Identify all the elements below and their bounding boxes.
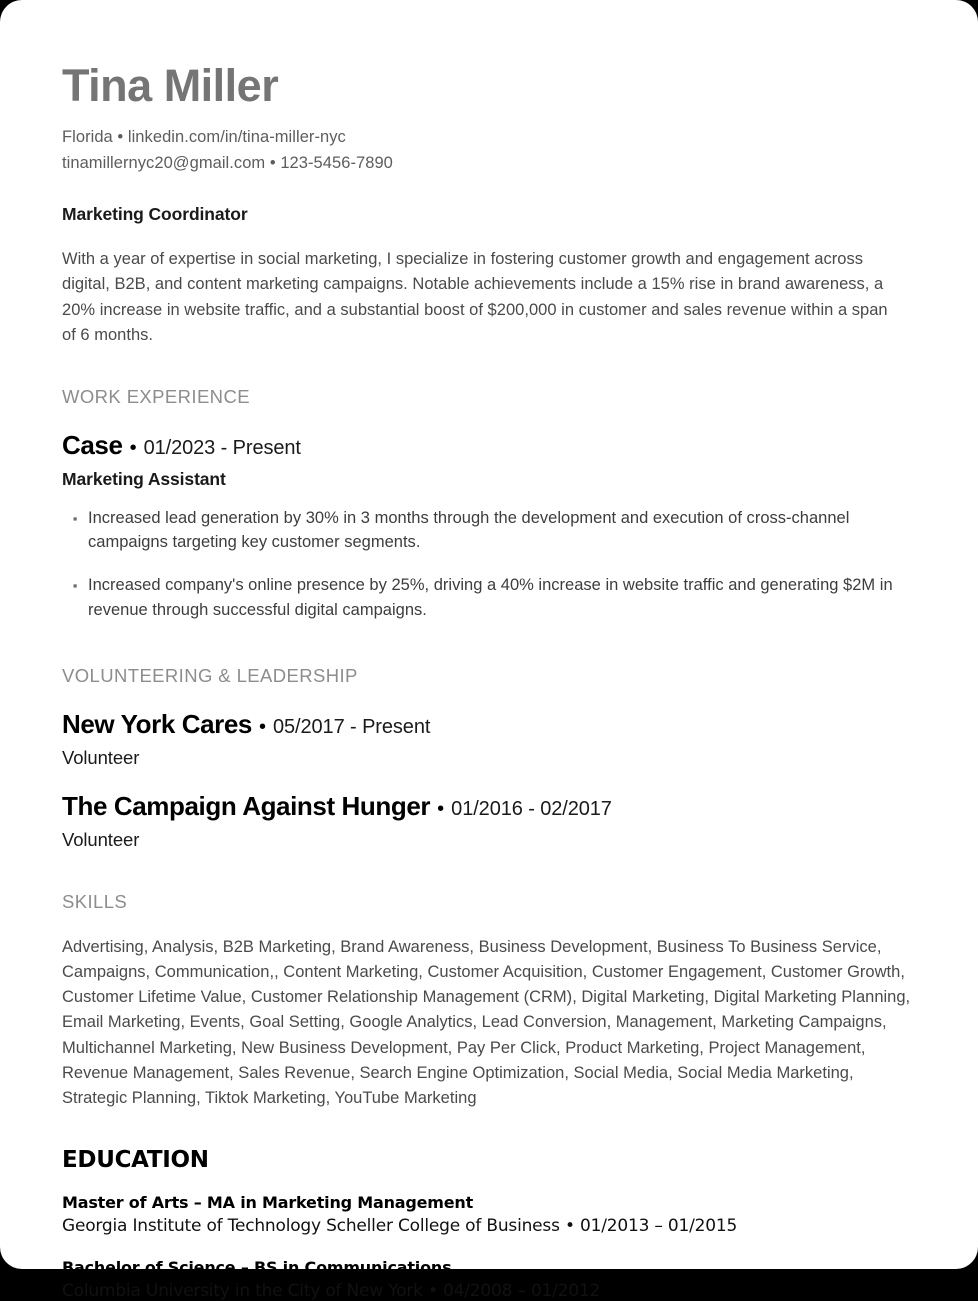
volunteer-role-title: Volunteer xyxy=(62,828,140,850)
separator-dot-icon: • xyxy=(437,797,445,820)
education-degree: Master of Arts – MA in Marketing Management xyxy=(62,1193,474,1213)
volunteer-entry-header xyxy=(62,709,916,740)
volunteer-entry-campaign-against-hunger xyxy=(62,791,916,851)
professional-headline: Marketing Coordinator xyxy=(62,204,248,225)
education-school-and-dates: Georgia Institute of Technology Scheller College of Business • 01/2013 – 01/2015 xyxy=(62,1216,738,1237)
work-bullet-list xyxy=(62,506,916,623)
contact-line-location-linkedin: Florida • linkedin.com/in/tina-miller-nyc xyxy=(62,128,346,147)
separator-dot-icon: • xyxy=(258,715,266,738)
section-heading-work-experience: WORK EXPERIENCE xyxy=(62,385,250,407)
volunteer-organization: New York Cares xyxy=(62,708,252,739)
work-entry-header xyxy=(62,430,916,461)
education-degree: Bachelor of Science – BS in Communications xyxy=(62,1258,452,1278)
work-dates: 01/2023 - Present xyxy=(143,436,301,459)
work-bullet-item xyxy=(62,506,912,556)
education-section xyxy=(62,1147,916,1301)
education-entry-bachelors xyxy=(62,1258,916,1301)
work-organization: Case xyxy=(62,429,123,460)
bullet-point-icon: ▪ xyxy=(72,510,78,526)
volunteer-organization: The Campaign Against Hunger xyxy=(62,790,431,821)
section-heading-skills: SKILLS xyxy=(62,890,128,912)
section-heading-education: EDUCATION xyxy=(62,1147,209,1174)
volunteer-entry-new-york-cares xyxy=(62,709,916,769)
volunteer-entry-header xyxy=(62,791,916,822)
bullet-point-icon: ▪ xyxy=(72,578,78,594)
separator-dot-icon: • xyxy=(129,436,137,459)
work-bullet-item xyxy=(62,573,912,623)
candidate-name: Tina Miller xyxy=(62,60,279,111)
volunteer-dates: 05/2017 - Present xyxy=(273,715,431,738)
work-role-title: Marketing Assistant xyxy=(62,468,226,489)
education-entry-masters xyxy=(62,1193,916,1236)
professional-summary: With a year of expertise in social marketing, I specialize in fostering customer growth and engagement across digital, B2B, and content marketing campaigns. Notable achievements include a 15% rise in brand awareness, a 20% increase in website traffic, and a substantial boost of $200,000 in customer and sales revenue within a span of 6 months. xyxy=(62,250,888,344)
work-bullet-text: Increased company's online presence by 25%, driving a 40% increase in website traffic and generating $2M in revenue through successful digital campaigns. xyxy=(88,576,893,619)
work-bullet-text: Increased lead generation by 30% in 3 months through the development and execution of cross-channel campaigns targeting key customer segments. xyxy=(88,508,850,552)
section-heading-volunteering: VOLUNTEERING & LEADERSHIP xyxy=(62,664,358,686)
contact-line-email-phone: tinamillernyc20@gmail.com • 123-5456-7890 xyxy=(62,153,393,172)
work-entry-case xyxy=(62,430,916,623)
resume-header xyxy=(62,62,916,176)
education-school-and-dates: Columbia University in the City of New York • 04/2008 – 01/2012 xyxy=(62,1281,601,1301)
volunteer-role-title: Volunteer xyxy=(62,746,140,768)
volunteer-dates: 01/2016 - 02/2017 xyxy=(451,797,612,820)
skills-list-text: Advertising, Analysis, B2B Marketing, Brand Awareness, Business Development, Business To Business Service, Campaigns, Communication,, Content Marketing, Customer Acquisition, Customer Engagement, Customer Growth, Customer Lifetime Value, Customer Relationship Management (CRM), Digital Marketing, Digital Marketing Planning, Email Marketing, Events, Goal Setting, Google Analytics, Lead Conversion, Management, Marketing Campaigns, Multichannel Marketing, New Business Development, Pay Per Click, Product Marketing, Project Management, Revenue Management, Sales Revenue, Search Engine Optimization, Social Media, Social Media Marketing, Strategic Planning, Tiktok Marketing, YouTube Marketing xyxy=(62,937,911,1108)
